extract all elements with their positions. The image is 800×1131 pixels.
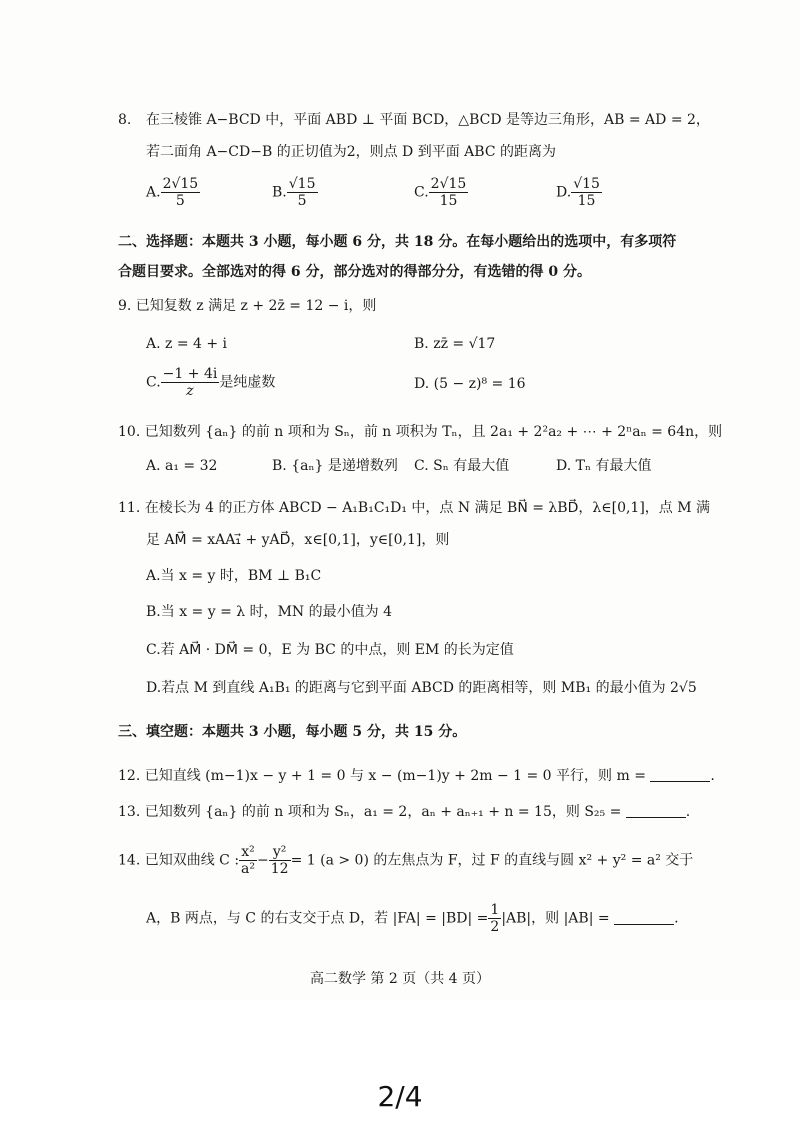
q10-stem: 10. 已知数列 {aₙ} 的前 n 项和为 Sₙ，前 n 项积为 Tₙ，且 2a₁ + 2²a₂ + ⋯ + 2ⁿaₙ = 64n，则: [118, 424, 723, 440]
q9-option-d[interactable]: D. (5 − z)⁸ = 16: [414, 376, 526, 392]
option-fraction: [287, 176, 318, 209]
page-indicator: 2/4: [377, 1080, 423, 1113]
q9-option-c[interactable]: [146, 366, 275, 399]
q14-line2-pre: A，B 两点，与 C 的右支交于点 D，若 |FA| = |BD| =: [146, 910, 489, 927]
section2-heading: 二、选择题：本题共 3 小题，每小题 6 分，共 18 分。在每小题给出的选项中，有多项符: [118, 234, 677, 250]
option-label: C.: [146, 374, 161, 391]
q13-stem: 13. 已知数列 {aₙ} 的前 n 项和为 Sₙ，a₁ = 2，aₙ + aₙ₊₁ + n = 15，则 S₂₅ = .: [118, 804, 691, 820]
section2-instructions: 合题目要求。全部选对的得 6 分，部分选对的得部分分，有选错的得 0 分。: [118, 264, 591, 280]
q11-option-b[interactable]: B.当 x = y = λ 时，MN 的最小值为 4: [146, 604, 392, 620]
option-label: A.: [146, 184, 161, 201]
fraction-denominator: 2: [490, 919, 500, 935]
option-fraction: [429, 176, 469, 209]
option-fraction: [161, 176, 201, 209]
q8-option-b[interactable]: [272, 176, 318, 209]
answer-blank[interactable]: [614, 910, 674, 925]
fraction-numerator: −1 + 4i: [162, 366, 218, 382]
fraction-denominator: 15: [439, 193, 458, 209]
minus-sign: −: [257, 852, 269, 869]
q12-stem: 12. 已知直线 (m−1)x − y + 1 = 0 与 x − (m−1)y + 2m − 1 = 0 平行，则 m = .: [118, 768, 715, 784]
q11-option-c[interactable]: C.若 AM⃗ · DM⃗ = 0，E 为 BC 的中点，则 EM 的长为定值: [146, 642, 514, 658]
fraction-x2-a2: [239, 844, 257, 877]
q14-line2-post: |AB|，则 |AB| =: [501, 910, 610, 927]
fraction-denominator: 12: [270, 861, 289, 877]
q14-line1: [118, 844, 693, 877]
fraction-numerator: 2√15: [162, 176, 199, 192]
fraction-y2-12: [269, 844, 291, 877]
option-label: B.: [272, 184, 287, 201]
q8-option-a[interactable]: [146, 176, 200, 209]
page-footer: 高二数学 第 2 页（共 4 页）: [309, 971, 491, 987]
q11-option-d[interactable]: D.若点 M 到直线 A₁B₁ 的距离与它到平面 ABCD 的距离相等，则 MB₁ 的最小值为 2√5: [146, 680, 697, 696]
answer-blank[interactable]: [650, 767, 710, 782]
q9-option-a[interactable]: A. z = 4 + i: [146, 336, 228, 352]
fraction-denominator: 5: [297, 193, 307, 209]
fraction-denominator: z: [186, 383, 194, 399]
q10-option-a[interactable]: A. a₁ = 32: [146, 458, 218, 474]
option-label: D.: [556, 184, 572, 201]
q14-pre: 14. 已知双曲线 C :: [118, 852, 240, 869]
q8-line1: 在三棱锥 A−BCD 中，平面 ABD ⊥ 平面 BCD，△BCD 是等边三角形，AB = AD = 2，: [146, 112, 710, 128]
q10-option-d[interactable]: D. Tₙ 有最大值: [556, 458, 652, 474]
option-fraction: [571, 176, 602, 209]
q13-text: 13. 已知数列 {aₙ} 的前 n 项和为 Sₙ，a₁ = 2，aₙ + aₙ₊₁ + n = 15，则 S₂₅ =: [118, 804, 622, 820]
fraction-denominator: a²: [241, 861, 256, 877]
fraction-numerator: √15: [573, 176, 600, 192]
q10-option-c[interactable]: C. Sₙ 有最大值: [414, 458, 510, 474]
fraction-one-half: [488, 902, 501, 935]
q9-option-b[interactable]: B. zz̄ = √17: [414, 336, 496, 352]
fraction-numerator: x²: [239, 844, 257, 861]
fraction-numerator: 1: [490, 902, 500, 918]
option-tail: 是纯虚数: [219, 374, 276, 391]
fraction-numerator: y²: [269, 844, 291, 861]
q8-number: 8.: [118, 112, 132, 128]
option-label: C.: [414, 184, 429, 201]
answer-blank[interactable]: [626, 803, 686, 818]
q12-text: 12. 已知直线 (m−1)x − y + 1 = 0 与 x − (m−1)y + 2m − 1 = 0 平行，则 m =: [118, 768, 646, 784]
section3-heading: 三、填空题：本题共 3 小题，每小题 5 分，共 15 分。: [118, 724, 467, 740]
q14-line2: A，B 两点，与 C 的右支交于点 D，若 |FA| = |BD| = $\frac{1}{2}$ |AB|，则 |AB| = .: [146, 902, 679, 935]
q10-option-b[interactable]: B. {aₙ} 是递增数列: [272, 458, 398, 474]
q8-option-d[interactable]: [556, 176, 602, 209]
q11-option-a[interactable]: A.当 x = y 时，BM ⊥ B₁C: [146, 568, 322, 584]
fraction-numerator: √15: [288, 176, 316, 192]
q14-post: = 1 (a > 0) 的左焦点为 F，过 F 的直线与圆 x² + y² = a² 交于: [290, 852, 694, 869]
fraction-denominator: 15: [577, 193, 596, 209]
fraction-denominator: 5: [175, 193, 185, 209]
q11-line2: 足 AM⃗ = xAA₁⃗ + yAD⃗，x∈[0,1]，y∈[0,1]，则: [146, 532, 450, 548]
q11-line1: 11. 在棱长为 4 的正方体 ABCD − A₁B₁C₁D₁ 中，点 N 满足 BN⃗ = λBD⃗，λ∈[0,1]，点 M 满: [118, 500, 711, 516]
q8-option-c[interactable]: [414, 176, 468, 209]
q8-line2: 若二面角 A−CD−B 的正切值为2，则点 D 到平面 ABC 的距离为: [146, 144, 556, 160]
q9-stem: 9. 已知复数 z 满足 z + 2z̄ = 12 − i，则: [118, 298, 377, 314]
option-fraction: [161, 366, 220, 399]
fraction-numerator: 2√15: [430, 176, 467, 192]
